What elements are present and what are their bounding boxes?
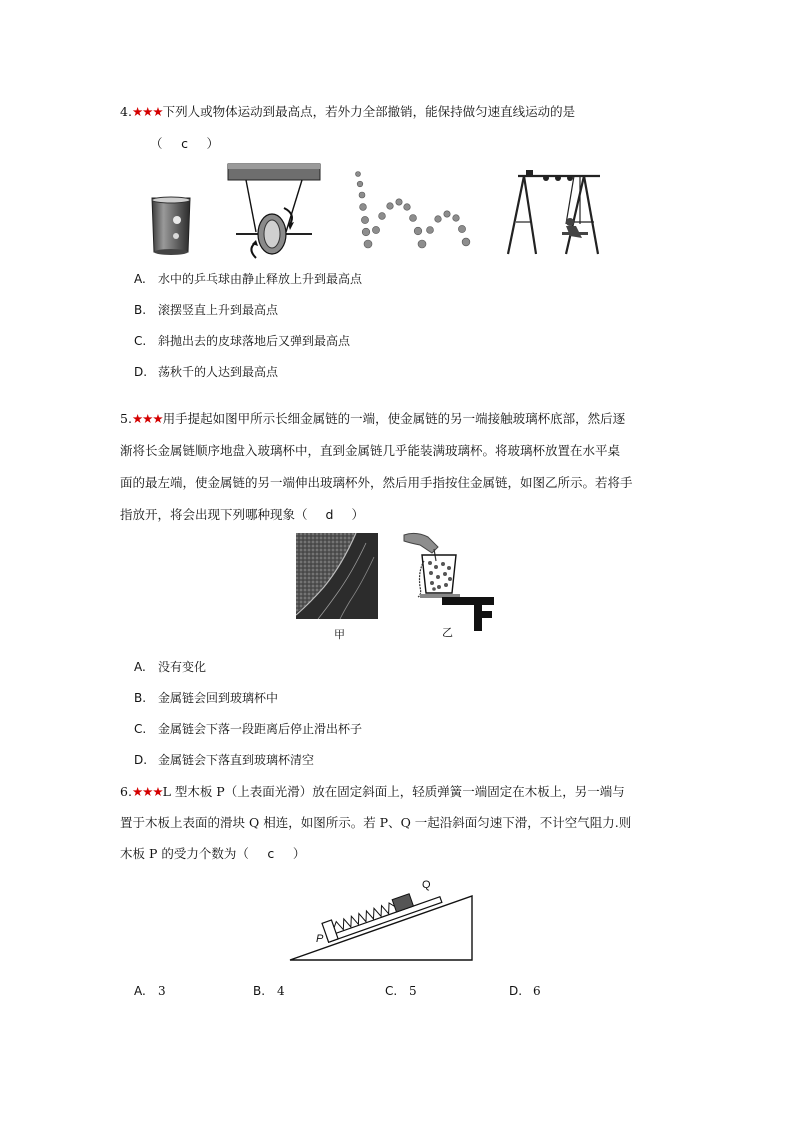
q4-number: 4. bbox=[120, 104, 132, 119]
label-p: P bbox=[316, 933, 324, 945]
q6-stem-line-3: 木板 P 的受力个数为（ c ） bbox=[120, 846, 306, 861]
q4-option-a[interactable]: A. 水中的乒乓球由静止释放上升到最高点 bbox=[134, 272, 363, 286]
swing-image bbox=[504, 166, 602, 258]
q4-option-c[interactable]: C. 斜抛出去的皮球落地后又弹到最高点 bbox=[134, 334, 351, 348]
figure-label-jia: 甲 bbox=[334, 628, 345, 641]
q5-option-b[interactable]: B. 金属链会回到玻璃杯中 bbox=[134, 691, 279, 705]
figure-label-yi: 乙 bbox=[442, 626, 453, 639]
beaker-pingpong-image bbox=[148, 196, 194, 256]
q5-stem-line-1: 5.★★★用手提起如图甲所示长细金属链的一端，使金属链的另一端接触玻璃杯底部，然后逐 bbox=[120, 411, 626, 426]
difficulty-stars: ★★★ bbox=[131, 411, 163, 426]
maxwell-wheel-image bbox=[226, 162, 322, 260]
difficulty-stars: ★★★ bbox=[131, 104, 163, 119]
q5-option-a[interactable]: A. 没有变化 bbox=[134, 660, 207, 674]
q6-option-c[interactable]: C. 5 bbox=[385, 984, 417, 998]
q5-stem-line-2: 渐将长金属链顺序地盘入玻璃杯中，直到金属链几乎能装满玻璃杯。将玻璃杯放置在水平桌 bbox=[120, 443, 621, 458]
q4-stem-line bbox=[120, 104, 575, 120]
q6-answer: c bbox=[267, 846, 275, 861]
q5-option-c[interactable]: C. 金属链会下落一段距离后停止滑出杯子 bbox=[134, 722, 363, 736]
fixed-incline bbox=[290, 896, 472, 960]
q5-option-d[interactable]: D. 金属链会下落直到玻璃杯清空 bbox=[134, 753, 315, 767]
q5-stem-line-4: 指放开，将会出现下列哪种现象（ d ） bbox=[120, 507, 365, 522]
difficulty-stars: ★★★ bbox=[131, 784, 163, 799]
bouncing-ball-image bbox=[348, 168, 474, 258]
label-q: Q bbox=[422, 879, 431, 891]
q6-option-a[interactable]: A. 3 bbox=[134, 984, 166, 998]
q4-answer: c bbox=[181, 136, 188, 151]
q6-stem-line-1: 6.★★★L 型木板 P（上表面光滑）放在固定斜面上，轻质弹簧一端固定在木板上，另一端与 bbox=[120, 784, 625, 799]
q6-option-b[interactable]: B. 4 bbox=[253, 984, 285, 998]
q4-option-d[interactable]: D. 荡秋千的人达到最高点 bbox=[134, 365, 279, 379]
q5-answer: d bbox=[325, 507, 334, 522]
q6-option-d[interactable]: D. 6 bbox=[509, 984, 541, 998]
q5-number: 5. bbox=[120, 411, 132, 426]
q5-stem-line-3: 面的最左端，使金属链的另一端伸出玻璃杯外，然后用手指按住金属链，如图乙所示。若将手 bbox=[120, 475, 633, 490]
q4-answer-line: （ c ） bbox=[150, 136, 220, 151]
incline-board-spring-diagram bbox=[286, 876, 480, 964]
chain-in-glass-diagram bbox=[398, 531, 498, 633]
q6-number: 6. bbox=[120, 784, 132, 799]
q4-option-b[interactable]: B. 滚摆竖直上升到最高点 bbox=[134, 303, 279, 317]
q4-stem: 下列人或物体运动到最高点，若外力全部撤销，能保持做匀速直线运动的是 bbox=[162, 104, 576, 119]
metal-chain-photo bbox=[296, 533, 378, 619]
q6-stem-line-2: 置于木板上表面的滑块 Q 相连，如图所示。若 P、Q 一起沿斜面匀速下滑，不计空气阻力.则 bbox=[120, 815, 632, 830]
